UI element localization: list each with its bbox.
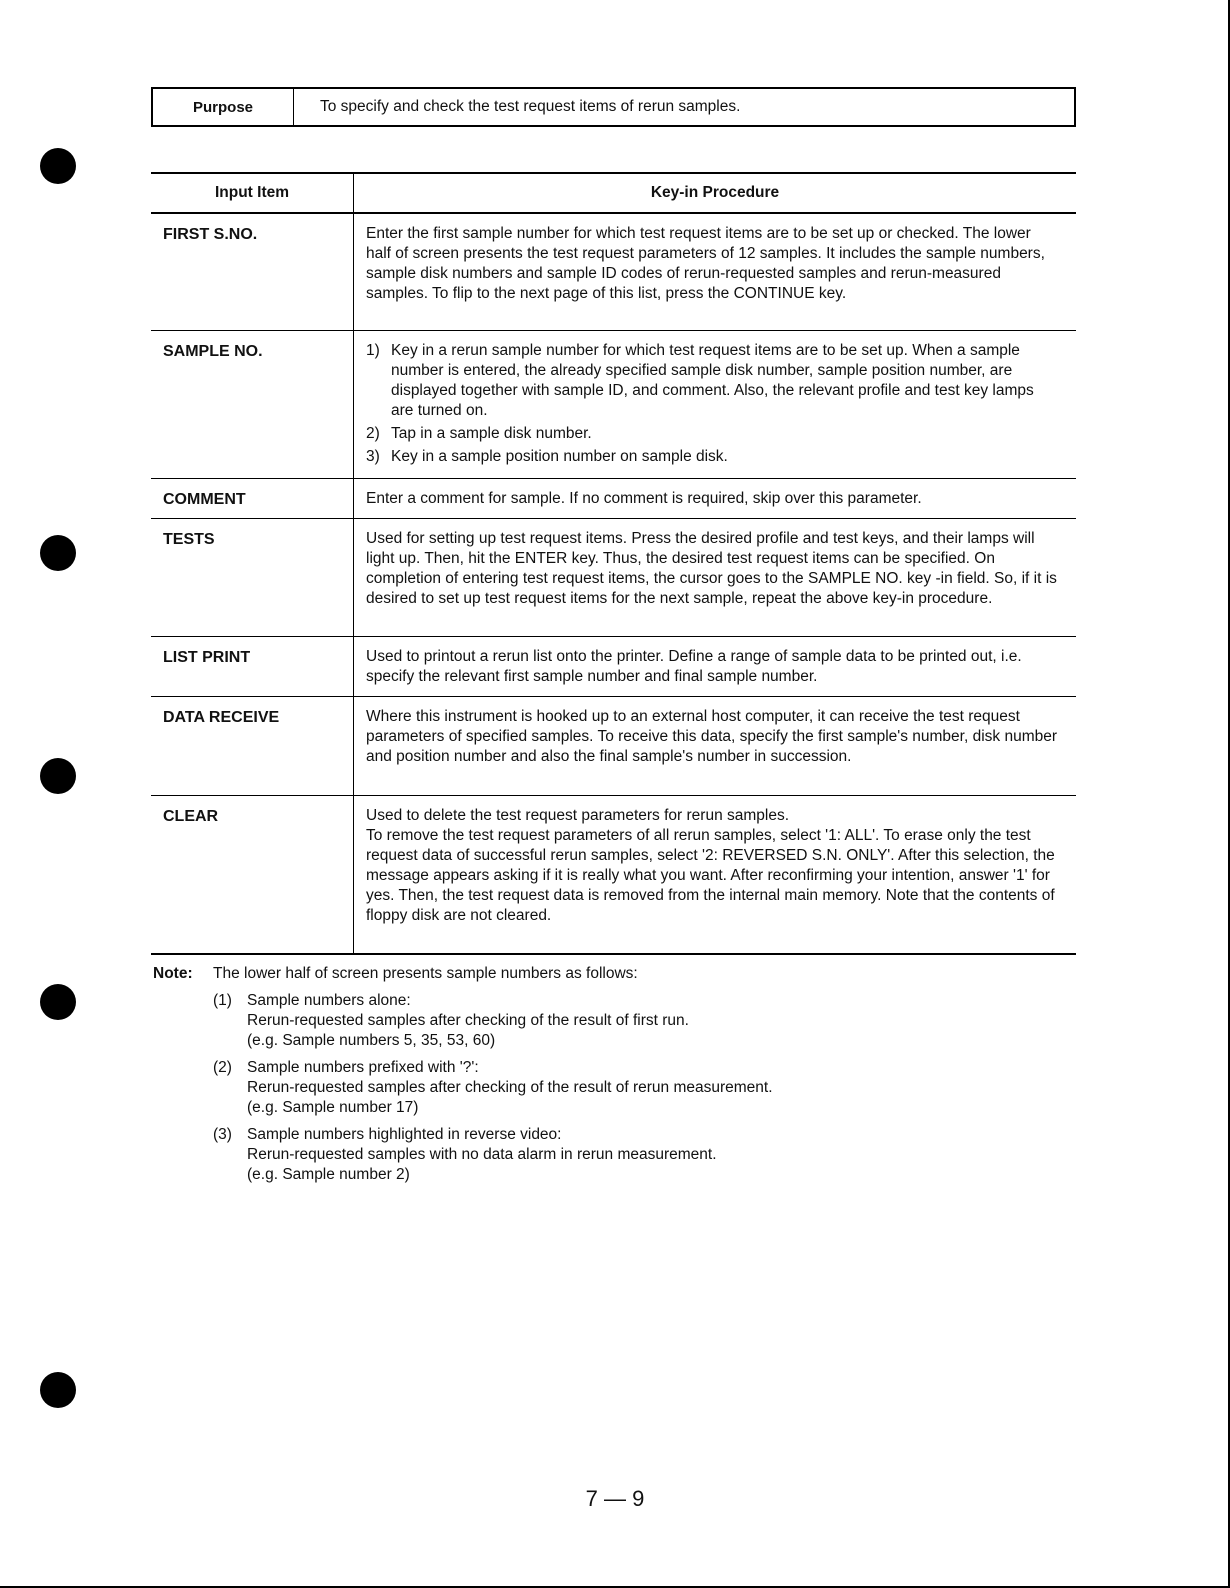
note-item-example: (e.g. Sample number 2) bbox=[247, 1166, 410, 1183]
table-row bbox=[151, 213, 1076, 330]
desc-comment: Enter a comment for sample. If no comment is required, skip over this parameter. bbox=[366, 489, 922, 507]
note-item bbox=[213, 1058, 1053, 1118]
desc-data-receive: Where this instrument is hooked up to an external host computer, it can receive the test request parameters of specified samples. To receive this data, specify the first sample's number, disk number and position number and also the final sample's number in succession. bbox=[366, 707, 1058, 765]
punch-hole bbox=[40, 1372, 76, 1408]
step-text: Key in a rerun sample number for which test request items are to be set up. When a sample number is entered, the already specified sample disk number, sample position number, are displayed together with sample ID, and comment. Also, the relevant profile and test key lamps are turned on. bbox=[391, 341, 1034, 419]
desc-list-print: Used to printout a rerun list onto the printer. Define a range of sample data to be printed out, i.e. specify the relevant first sample number and final sample number. bbox=[366, 647, 1022, 685]
purpose-box bbox=[151, 87, 1076, 127]
punch-hole bbox=[40, 535, 76, 571]
punch-hole bbox=[40, 758, 76, 794]
header-input-item: Input Item bbox=[151, 173, 354, 213]
note-item-example: (e.g. Sample numbers 5, 35, 53, 60) bbox=[247, 1032, 496, 1049]
desc-sample-no bbox=[354, 330, 1077, 478]
table-row bbox=[151, 330, 1076, 478]
desc-tests: Used for setting up test request items. Press the desired profile and test keys, and their lamps will light up. Then, hit the ENTER key. Thus, the desired test request items can be specified. On completion of entering test request items, the cursor goes to the SAMPLE NO. key -in field. So, if it is desired to set up test request items for the next sample, repeat the above key-in procedure. bbox=[366, 529, 1057, 607]
note-item bbox=[213, 991, 1053, 1051]
punch-hole bbox=[40, 984, 76, 1020]
step-number: 2) bbox=[366, 424, 380, 442]
note-intro: The lower half of screen presents sample numbers as follows: bbox=[213, 965, 638, 982]
note-item-example: (e.g. Sample number 17) bbox=[247, 1099, 419, 1116]
note-item-title: Sample numbers prefixed with '?': bbox=[247, 1059, 479, 1076]
step bbox=[366, 341, 1060, 421]
note-item-number: (1) bbox=[213, 992, 232, 1009]
page-number: 7 — 9 bbox=[585, 1486, 645, 1511]
step-text: Tap in a sample disk number. bbox=[391, 424, 592, 442]
procedure-table bbox=[151, 172, 1076, 955]
purpose-text: To specify and check the test request items of rerun samples. bbox=[320, 98, 741, 115]
note-item-desc: Rerun-requested samples with no data alarm in rerun measurement. bbox=[247, 1146, 717, 1163]
desc-clear bbox=[354, 795, 1077, 954]
step-number: 1) bbox=[366, 341, 380, 359]
item-clear: CLEAR bbox=[151, 795, 354, 954]
note-item-title: Sample numbers alone: bbox=[247, 992, 411, 1009]
note-item-title: Sample numbers highlighted in reverse video: bbox=[247, 1126, 562, 1143]
step bbox=[366, 424, 1060, 444]
clear-line-2: To remove the test request parameters of all rerun samples, select '1: ALL'. To erase only the test request data of successful rerun samples, select '2: REVERSED S.N. ONLY'. After this selection, the message appears asking if it is really what you want. After reconfirming your intention, answer '1' for yes. Then, the test request data is removed from the internal main memory. Note that the contents of floppy disk are not cleared. bbox=[366, 826, 1055, 924]
item-comment: COMMENT bbox=[151, 478, 354, 518]
item-data-receive: DATA RECEIVE bbox=[151, 696, 354, 795]
note-item-number: (3) bbox=[213, 1126, 232, 1143]
desc-first-sno: Enter the first sample number for which test request items are to be set up or checked. The lower half of screen presents the test request parameters of 12 samples. It includes the sample numbers, sample disk numbers and sample ID codes of rerun-requested samples and rerun-measured samples. To flip to the next page of this list, press the CONTINUE key. bbox=[366, 225, 1045, 302]
table-row bbox=[151, 478, 1076, 518]
purpose-label: Purpose bbox=[153, 89, 294, 125]
item-tests: TESTS bbox=[151, 518, 354, 636]
note-label: Note: bbox=[153, 965, 193, 982]
clear-line-1: Used to delete the test request parameters for rerun samples. bbox=[366, 806, 790, 824]
table-row bbox=[151, 636, 1076, 696]
note-item bbox=[213, 1125, 1053, 1185]
item-sample-no: SAMPLE NO. bbox=[151, 330, 354, 478]
table-row bbox=[151, 696, 1076, 795]
item-first-sno: FIRST S.NO. bbox=[151, 213, 354, 330]
table-row bbox=[151, 795, 1076, 954]
step-number: 3) bbox=[366, 447, 380, 465]
table-row bbox=[151, 518, 1076, 636]
header-key-in-procedure: Key-in Procedure bbox=[650, 184, 780, 201]
note-item-desc: Rerun-requested samples after checking of the result of rerun measurement. bbox=[247, 1079, 773, 1096]
table-header-row bbox=[151, 173, 1076, 213]
note-header bbox=[153, 964, 1053, 984]
item-list-print: LIST PRINT bbox=[151, 636, 354, 696]
note-section bbox=[153, 964, 1053, 1185]
step bbox=[366, 447, 1060, 467]
note-item-number: (2) bbox=[213, 1059, 232, 1076]
note-item-desc: Rerun-requested samples after checking of the result of first run. bbox=[247, 1012, 689, 1029]
step-text: Key in a sample position number on sample disk. bbox=[391, 447, 728, 465]
punch-hole bbox=[40, 148, 76, 184]
